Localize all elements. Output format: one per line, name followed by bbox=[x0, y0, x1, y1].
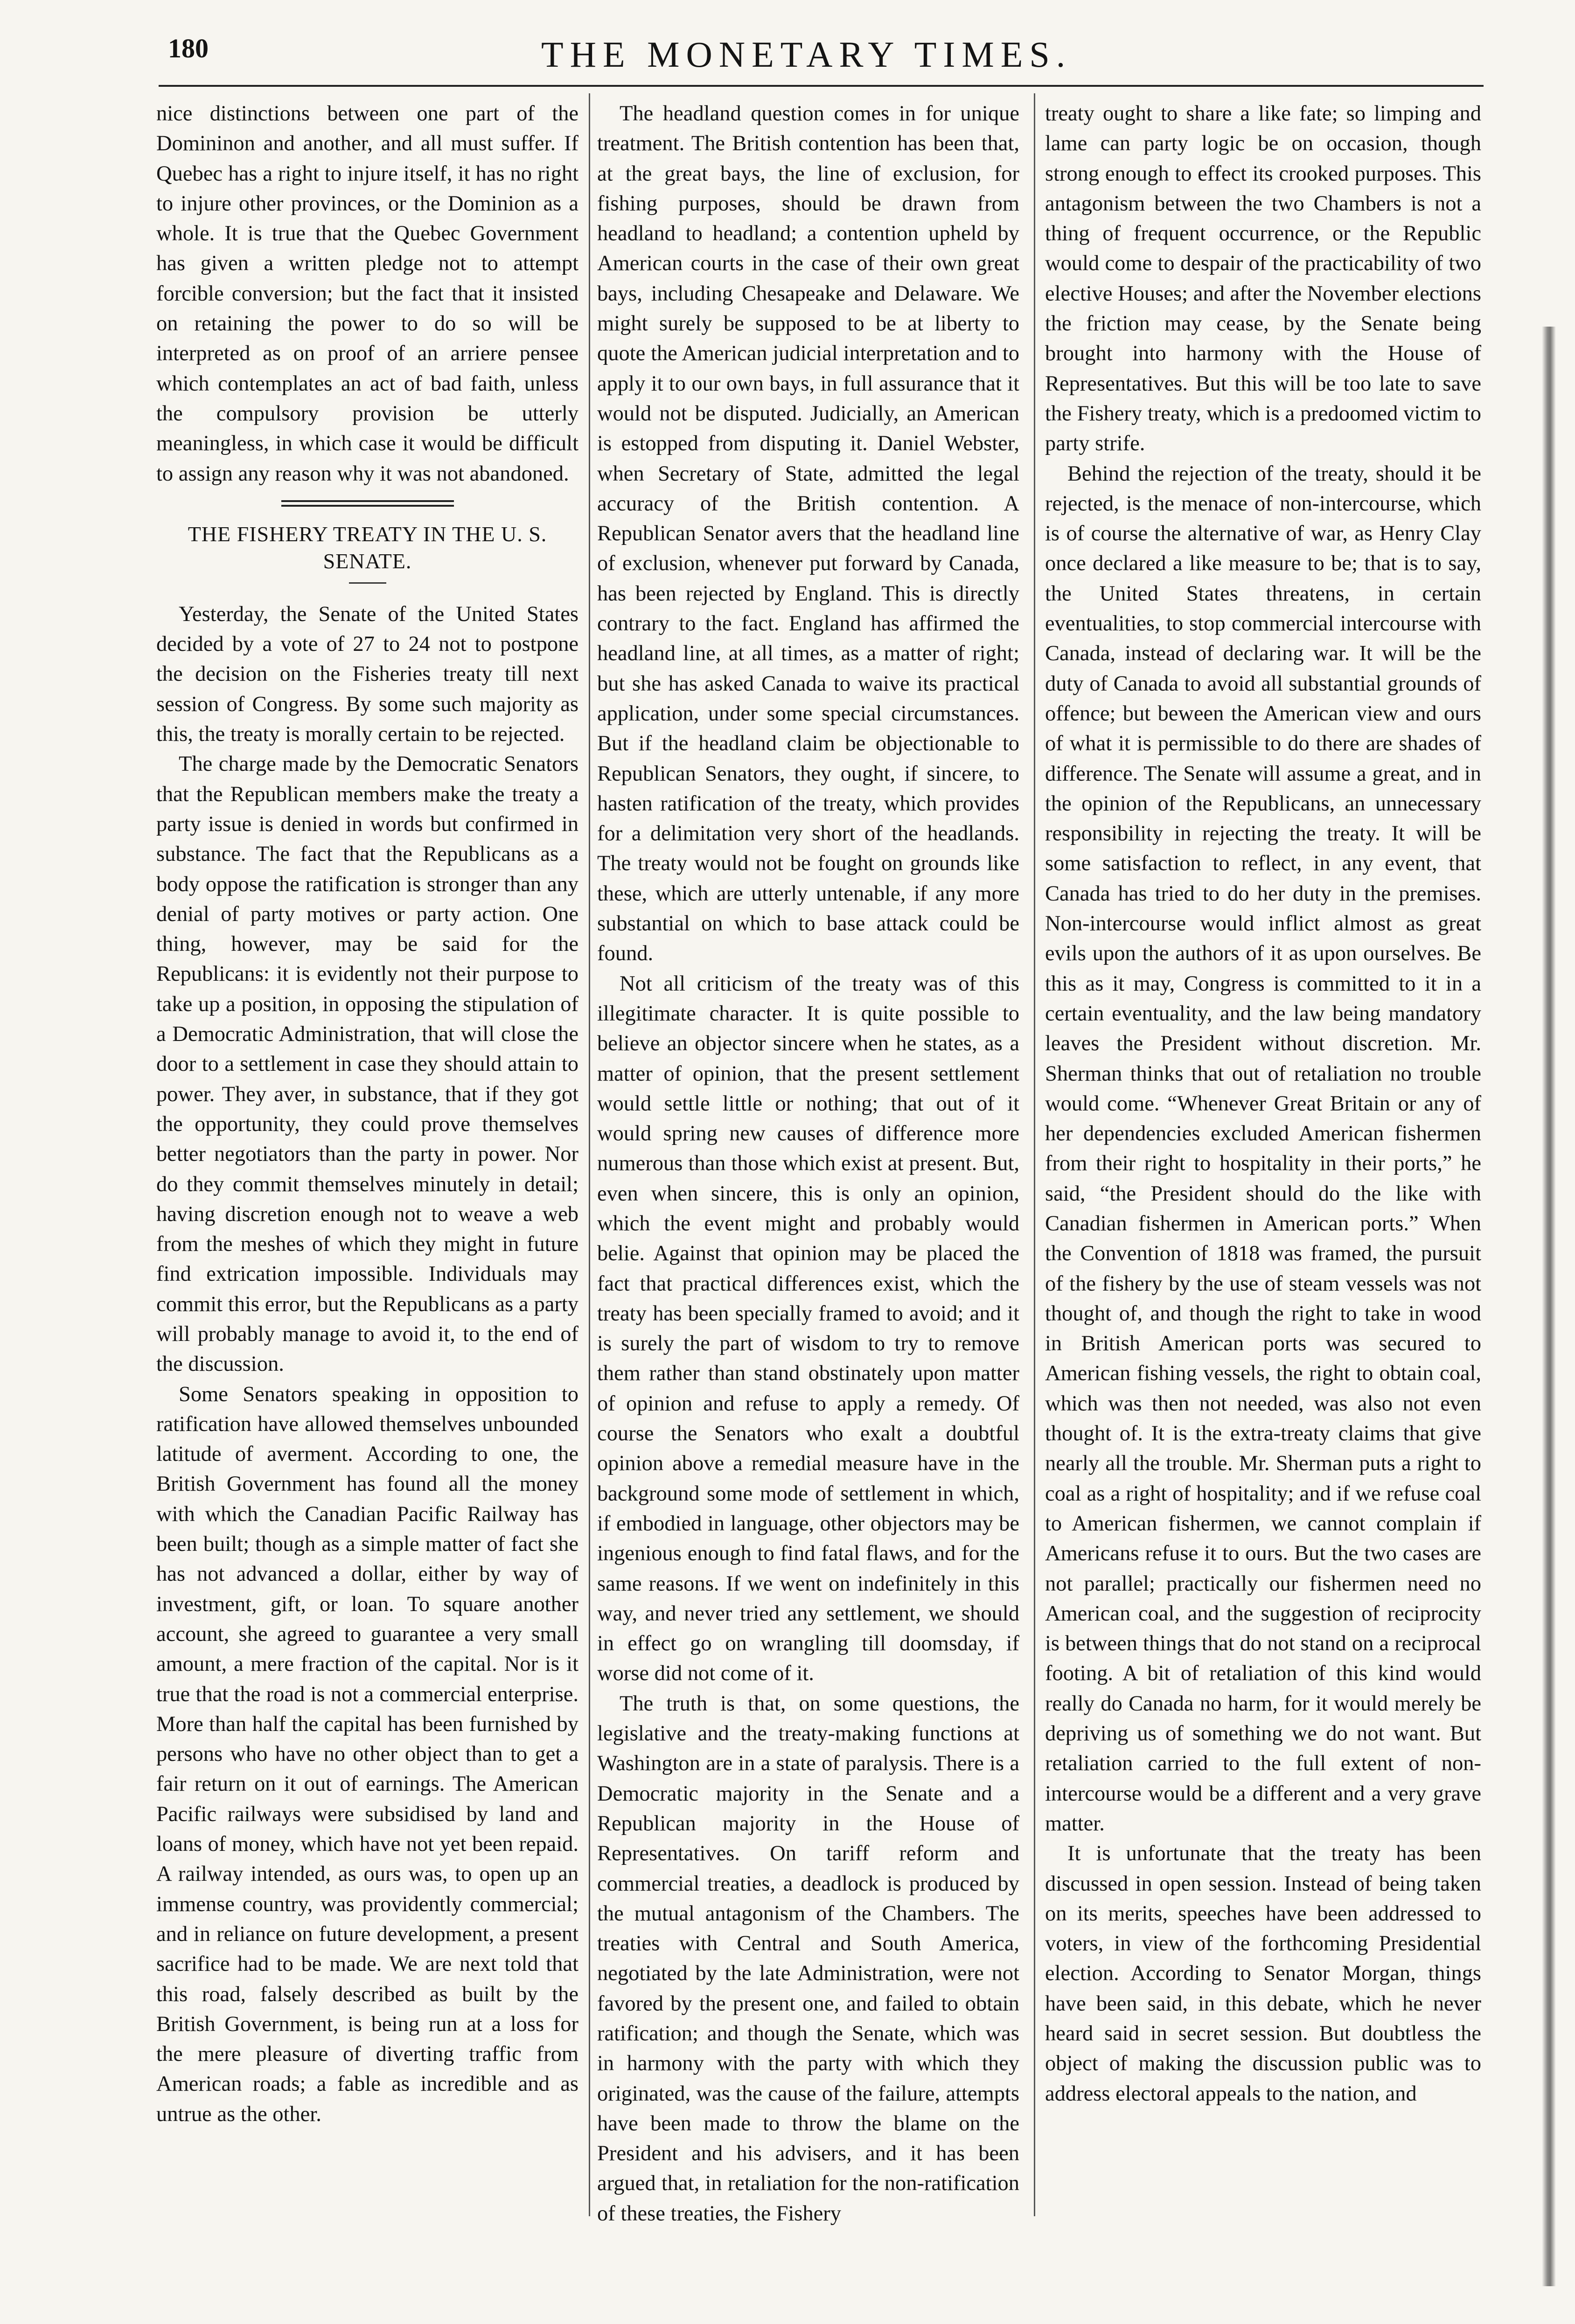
heading-rule bbox=[349, 582, 386, 584]
section-divider bbox=[281, 500, 454, 507]
article-heading: THE FISHERY TREATY IN THE U. S. SENATE. bbox=[188, 522, 547, 573]
paragraph: Not all criticism of the treaty was of this illegitimate character. It is quite possible to believe an objector sincere when he states, as a matter of opinion, that the present settlement would settle little or nothing; that out of it would spring new causes of difference more numerous than those which exist at present. But, even when sincere, this is only an opinion, which the event might and probably would belie. Against that opinion may be placed the fact that practical differences exist, which the treaty has been specially framed to avoid; and it is surely the part of wisdom to try to remove them rather than stand obstinately upon matter of opinion and refuse to apply a remedy. Of course the Senators who exalt a doubtful opinion above a remedial measure have in the background some mode of settlement in which, if embodied in language, other objectors may be ingenious enough to find fatal flaws, and for the same reasons. If we went on indefinitely in this way, and never tried any settlement, we should in effect go on wrangling till doomsday, if worse did not come of it. bbox=[597, 971, 1019, 1686]
column-divider bbox=[589, 93, 590, 2216]
paragraph: Some Senators speaking in opposition to ratification have allowed themselves unbounded latitude of averment. According to one, the British Government has found all the money with which the Canadian Pacific Railway has been built; though as a simple matter of fact she has not advanced a dollar, either by way of investment, gift, or loan. To square another account, she agreed to guarantee a very small amount, a mere fraction of the capital. Nor is it true that the road is not a commercial enterprise. More than half the capital has been furnished by persons who have no other object than to get a fair return on it out of earnings. The American Pacific railways were subsidised by land and loans of money, which have not yet been repaid. A railway intended, as ours was, to open up an immense country, was providently commercial; and in reliance on future development, a present sacrifice had to be made. We are next told that this road, falsely described as built by the British Government, is being run at a loss for the mere pleasure of diverting traffic from American roads; a fable as incredible and as untrue as the other. bbox=[156, 1382, 578, 2126]
paragraph: Behind the rejection of the treaty, should it be rejected, is the menace of non-intercourse, which is of course the alternative of war, as Henry Clay once declared a like measure to be; that is to say, the United States threatens, in certain eventualities, to stop commercial intercourse with Canada, instead of declaring war. It will be the duty of Canada to avoid all substantial grounds of offence; but beween the American view and ours of what it is permissible to do there are shades of difference. The Senate will assume a great, and in the opinion of the Republicans, an unnecessary responsibility in rejecting the treaty. It will be some satisfaction to reflect, in any event, that Canada has tried to do her duty in the premises. Non-intercourse would inflict almost as great evils upon the authors of it as upon ourselves. Be this as it may, Congress is committed to it in a certain eventuality, and the law being mandatory leaves the President without discretion. Mr. Sherman thinks that out of retaliation no trouble would come. “Whenever Great Britain or any of her dependencies excluded American fishermen from their right to hospitality in their ports,” he said, “the President should do the like with Canadian fishermen in American ports.” When the Convention of 1818 was framed, the pursuit of the fishery by the use of steam vessels was not thought of, and though the right to take in wood in British American ports was secured to American fishing vessels, the right to obtain coal, which was then not needed, was also not even thought of. It is the extra-treaty claims that give nearly all the trouble. Mr. Sherman puts a right to coal as a right of hospitality; and if we refuse coal to American fishermen, we cannot complain if Americans refuse it to ours. But the two cases are not parallel; practically our fishermen need no American coal, and the suggestion of reciprocity is between things that do not stand on a reciprocal footing. A bit of retaliation of this kind would really do Canada no harm, for it would merely be depriving us of something we do not want. But retaliation carried to the full extent of non-intercourse would be a different and a very grave matter. bbox=[1045, 461, 1481, 1835]
paragraph: The truth is that, on some questions, the legislative and the treaty-making functions at Washington are in a state of paralysis. There is a Democratic majority in the Senate and a Republican majority in the House of Representatives. On tariff reform and commercial treaties, a deadlock is produced by the mutual antagonism of the Chambers. The treaties with Central and South America, negotiated by the late Administration, were not favored by the present one, and failed to obtain ratification; and though the Senate, which was in harmony with the party with which they originated, was the cause of the failure, attempts have been made to throw the blame on the President and his advisers, and it has been argued that, in retaliation for the non-ratification of these treaties, the Fishery bbox=[597, 1691, 1019, 2226]
paragraph: The headland question comes in for unique treatment. The British contention has been that, at the great bays, the line of exclusion, for fishing purposes, should be drawn from headland to headland; a contention upheld by American courts in the case of their own great bays, including Chesapeake and Delaware. We might surely be supposed to be at liberty to quote the American judicial interpretation and to apply it to our own bays, in full assurance that it would not be disputed. Judicially, an American is estopped from disputing it. Daniel Webster, when Secretary of State, admitted the legal accuracy of the British contention. A Republican Senator avers that the headland line of exclusion, whenever put forward by Canada, has been rejected by England. This is directly contrary to the fact. England has affirmed the headland line, at all times, as a matter of right; but she has asked Canada to waive its practical application, under some special circumstances. But if the headland claim be objectionable to Republican Senators, they ought, if sincere, to hasten ratification of the treaty, which provides for a delimitation very short of the headlands. The treaty would not be fought on grounds like these, which are utterly untenable, if any more substantial on which to base attack could be found. bbox=[597, 102, 1019, 966]
paragraph: treaty ought to share a like fate; so limping and lame can party logic be on occasion, though strong enough to effect its crooked purposes. This antagonism between the two Chambers is not a thing of frequent occurrence, or the Republic would come to despair of the practicability of two elective Houses; and after the November elections the friction may cease, by the Senate being brought into harmony with the House of Representatives. But this will be too late to save the Fishery treaty, which is a predoomed victim to party strife. bbox=[1045, 102, 1481, 456]
column-divider bbox=[1034, 93, 1035, 2216]
paragraph: The charge made by the Democratic Senators that the Republican members make the treaty a party issue is denied in words but confirmed in substance. The fact that the Republicans as a body oppose the ratification is stronger than any denial of party motives or party action. One thing, however, may be said for the Republicans: it is evidently not their purpose to take up a position, in opposing the stipulation of a Democratic Administration, that will close the door to a settlement in case they should attain to power. They aver, in substance, that if they got the opportunity, they could prove themselves better negotiators than the party in power. Nor do they commit themselves minutely in detail; having discretion enough not to weave a web from the meshes of which they might in future find extrication impossible. Individuals may commit this error, but the Republicans as a party will probably manage to avoid it, to the end of the discussion. bbox=[156, 752, 578, 1376]
paragraph: It is unfortunate that the treaty has been discussed in open session. Instead of being taken on its merits, speeches have been addressed to voters, in view of the forthcoming Presidential election. According to Senator Morgan, things have been said, in this debate, which he never heard said in secret session. But doubtless the object of making the discussion public was to address electoral appeals to the nation, and bbox=[1045, 1842, 1481, 2106]
page-number: 180 bbox=[168, 33, 209, 63]
masthead-title: THE MONETARY TIMES. bbox=[541, 34, 1072, 75]
paragraph: Yesterday, the Senate of the United States decided by a vote of 27 to 24 not to postpone the decision on the Fisheries treaty till next session of Congress. By some such majority as this, the treaty is morally certain to be rejected. bbox=[156, 602, 578, 747]
paragraph: nice distinctions between one part of the Domininon and another, and all must suffer. If Quebec has a right to injure itself, it has no right to injure other provinces, or the Dominion as a whole. It is true that the Quebec Government has given a written pledge not to attempt forcible conversion; but the fact that it insisted on retaining the power to do so will be interpreted as on proof of an arriere pensee which contemplates an act of bad faith, unless the compulsory provision be utterly meaningless, in which case it would be difficult to assign any reason why it was not abandoned. bbox=[156, 102, 578, 486]
page-header bbox=[159, 27, 1512, 83]
column-1 bbox=[156, 99, 578, 2226]
header-rule bbox=[159, 85, 1484, 87]
column-2 bbox=[597, 99, 1019, 2226]
column-3 bbox=[1045, 99, 1481, 2226]
page-binding-edge bbox=[1542, 327, 1556, 2286]
